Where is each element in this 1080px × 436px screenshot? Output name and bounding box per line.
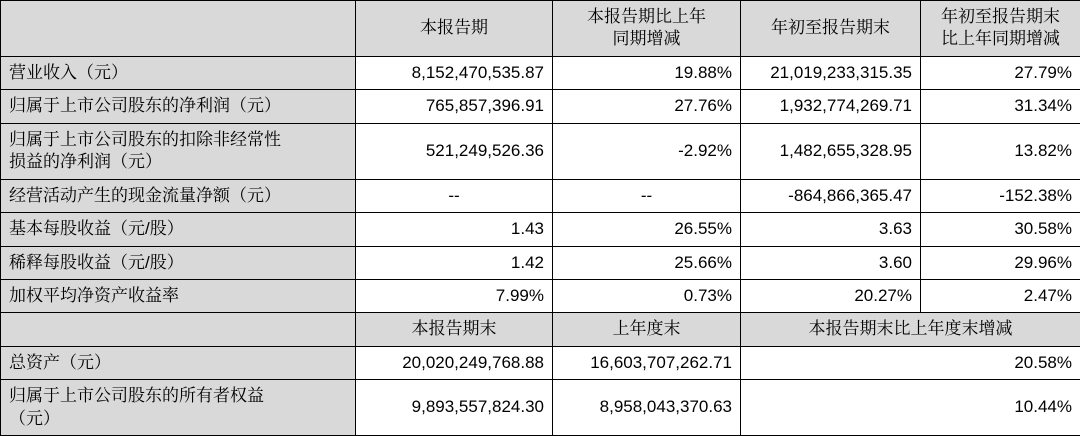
row-value-ytd-yoy: 13.82%: [921, 123, 1080, 179]
header-cell-current-period-yoy: [553, 1, 741, 57]
second-header-cell-prior-year-end: 上年度末: [553, 313, 741, 346]
row-label-line-1: 归属于上市公司股东的所有者权益: [9, 385, 347, 407]
row-value-ytd: 20.27%: [741, 279, 921, 312]
row-value-ytd: 3.63: [741, 213, 921, 246]
row-value-ytd: 21,019,233,315.35: [741, 56, 921, 89]
row-value-prior-year-end: 8,958,043,370.63: [553, 380, 741, 436]
row-label: 加权平均净资产收益率: [1, 279, 356, 312]
row-value-ytd: -864,866,365.47: [741, 179, 921, 212]
row-label: 总资产（元）: [1, 346, 356, 379]
row-value-change: 20.58%: [741, 346, 1080, 379]
row-value-ytd-yoy: 30.58%: [921, 213, 1080, 246]
second-header-cell-corner: [1, 313, 356, 346]
header-line-2: 比上年同期增减: [929, 28, 1072, 50]
row-value-ytd: 1,482,655,328.95: [741, 123, 921, 179]
row-value-current-period: 1.42: [356, 246, 553, 279]
row-label: 营业收入（元）: [1, 56, 356, 89]
second-header-cell-period-end: 本报告期末: [356, 313, 553, 346]
table-row: [1, 279, 1080, 312]
table-row: [1, 123, 1080, 179]
second-header-cell-change: 本报告期末比上年度末增减: [741, 313, 1080, 346]
row-value-prior-year-end: 16,603,707,262.71: [553, 346, 741, 379]
row-value-ytd-yoy: 27.79%: [921, 56, 1080, 89]
row-value-ytd-yoy: 31.34%: [921, 90, 1080, 123]
row-value-current-period: 765,857,396.91: [356, 90, 553, 123]
header-cell-corner: [1, 1, 356, 57]
table-row: [1, 56, 1080, 89]
row-value-current-period-yoy: 27.76%: [553, 90, 741, 123]
row-value-current-period: 8,152,470,535.87: [356, 56, 553, 89]
row-value-current-period: 7.99%: [356, 279, 553, 312]
table-row: [1, 213, 1080, 246]
table-row: [1, 346, 1080, 379]
row-value-ytd-yoy: -152.38%: [921, 179, 1080, 212]
row-value-current-period-yoy: --: [553, 179, 741, 212]
header-line-1: 年初至报告期末: [929, 6, 1072, 28]
table-second-header-row: [1, 313, 1080, 346]
row-value-current-period-yoy: 26.55%: [553, 213, 741, 246]
table-row: [1, 90, 1080, 123]
row-label: [1, 380, 356, 436]
header-cell-ytd-yoy: [921, 1, 1080, 57]
header-cell-current-period: 本报告期: [356, 1, 553, 57]
row-label: 基本每股收益（元/股）: [1, 213, 356, 246]
table-header-row: [1, 1, 1080, 57]
table-row: [1, 246, 1080, 279]
row-value-current-period: --: [356, 179, 553, 212]
row-value-change: 10.44%: [741, 380, 1080, 436]
table-row: [1, 179, 1080, 212]
row-value-current-period: 521,249,526.36: [356, 123, 553, 179]
row-value-period-end: 20,020,249,768.88: [356, 346, 553, 379]
row-value-current-period-yoy: 19.88%: [553, 56, 741, 89]
row-value-ytd-yoy: 2.47%: [921, 279, 1080, 312]
row-value-current-period-yoy: 25.66%: [553, 246, 741, 279]
row-value-current-period-yoy: -2.92%: [553, 123, 741, 179]
row-value-current-period: 1.43: [356, 213, 553, 246]
row-label: [1, 123, 356, 179]
row-value-ytd: 1,932,774,269.71: [741, 90, 921, 123]
row-label-line-2: （元）: [9, 408, 347, 430]
row-label: 稀释每股收益（元/股）: [1, 246, 356, 279]
row-label: 经营活动产生的现金流量净额（元）: [1, 179, 356, 212]
row-label-line-1: 归属于上市公司股东的扣除非经常性: [9, 129, 347, 151]
table-row: [1, 380, 1080, 436]
header-cell-ytd: 年初至报告期末: [741, 1, 921, 57]
header-line-2: 同期增减: [561, 28, 732, 50]
row-value-current-period-yoy: 0.73%: [553, 279, 741, 312]
row-value-ytd: 3.60: [741, 246, 921, 279]
row-value-period-end: 9,893,557,824.30: [356, 380, 553, 436]
row-value-ytd-yoy: 29.96%: [921, 246, 1080, 279]
header-line-1: 本报告期比上年: [561, 6, 732, 28]
row-label-line-2: 损益的净利润（元）: [9, 151, 347, 173]
row-label: 归属于上市公司股东的净利润（元）: [1, 90, 356, 123]
